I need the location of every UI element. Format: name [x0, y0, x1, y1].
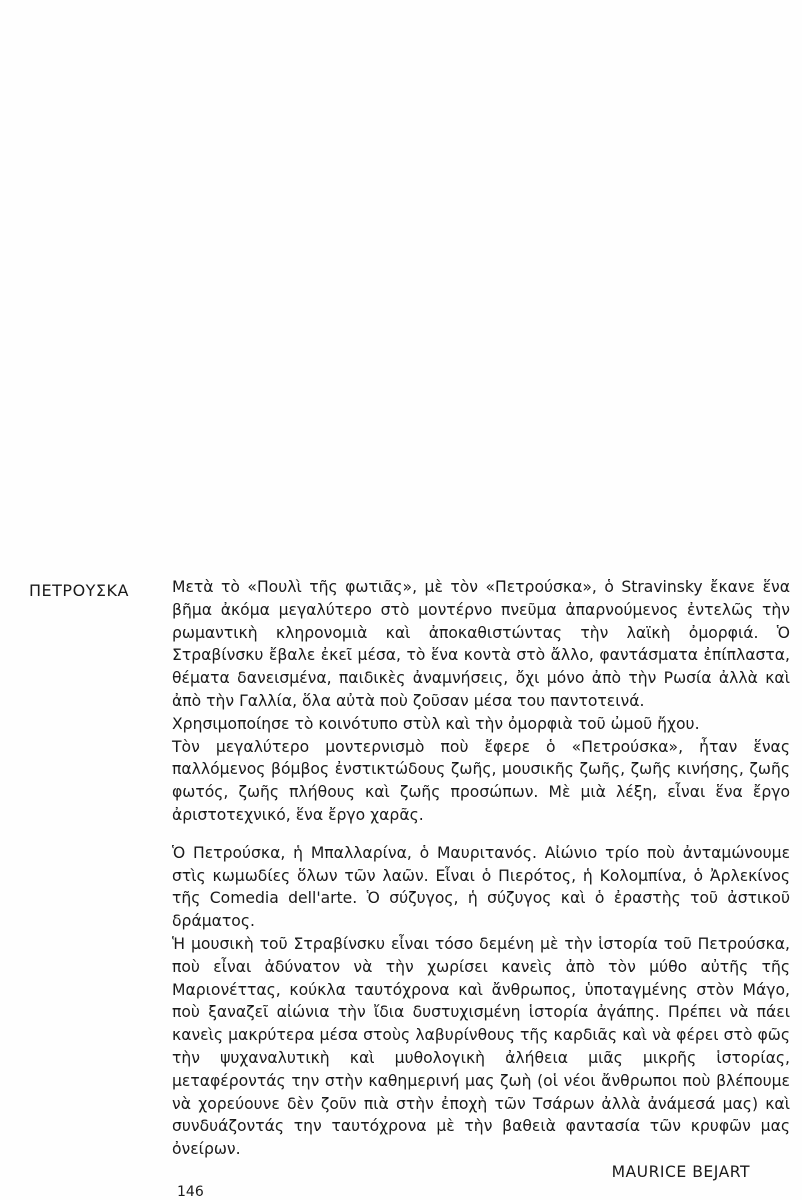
paragraph-modernism: Τὸν μεγαλύτερο μοντερνισμὸ ποὺ ἔφερε ὁ «Πετρούσκα», ἦταν ἕνας παλλόμενος βόμβος ἐνστικτώδους ζωῆς, μουσικῆς ζωῆς, ζωῆς κινήσης, ζωῆς φωτός, ζωῆς πλήθους καὶ ζωῆς προσώπων. Μὲ μιὰ λέξη, εἶναι ἕνα ἔργο ἀριστοτεχνικό, ἕνα ἔργο χαρᾶς. — [172, 737, 790, 824]
section-title: ΠΕΤΡΟΥΣΚΑ — [29, 581, 129, 600]
paragraph-style: Χρησιμοποίησε τὸ κοινότυπο στὺλ καὶ τὴν ὀμορφιὰ τοῦ ὠμοῦ ἤχου. — [172, 714, 700, 733]
author-signature: MAURICE BEJART — [611, 1162, 750, 1181]
paragraph-intro: Μετὰ τὸ «Πουλὶ τῆς φωτιᾶς», μὲ τὸν «Πετρούσκα», ὁ Stravinsky ἔκανε ἕνα βῆμα ἀκόμα μεγαλύτερο στὸ μοντέρνο πνεῦμα ἀπαρνούμενος ἐντελῶς τὴν ρωμαντικὴ κληρονομιὰ καὶ ἀποκαθιστώντας τὴν λαϊκὴ ὀμορφιά. Ὁ Στραβίνσκυ ἔβαλε ἐκεῖ μέσα, τὸ ἕνα κοντὰ στὸ ἄλλο, φαντάσματα ἐπίπλαστα, θέματα δανεισμένα, παιδικὲς ἀναμνήσεις, ὄχι μόνο ἀπὸ τὴν Ρωσία ἀλλὰ καὶ ἀπὸ τὴν Γαλλία, ὅλα αὐτὰ ποὺ ζοῦσαν μέσα του παντοτεινά. — [172, 578, 790, 710]
paragraph-music: Ἡ μουσικὴ τοῦ Στραβίνσκυ εἶναι τόσο δεμένη μὲ τὴν ἱστορία τοῦ Πετρούσκα, ποὺ εἶναι ἀδύνατον νὰ τὴν χωρίσει κανεὶς ἀπὸ τὸν μύθο αὐτῆς τῆς Μαριονέττας, κούκλα ταυτόχρονα καὶ ἄνθρωπος, ὑποταγμένης στὸν Μάγο, ποὺ ξαναζεῖ αἰώνια τὴν ἴδια δυστυχισμένη ἱστορία ἀγάπης. Πρέπει νὰ πάει κανεὶς μακρύτερα μέσα στοὺς λαβυρίνθους τῆς καρδιᾶς καὶ νὰ φέρει στὸ φῶς τὴν ψυχαναλυτικὴ καὶ μυθολογικὴ ἀλήθεια μιᾶς μικρῆς ἱστορίας, μεταφέροντάς την στὴν καθημερινή μας ζωὴ (οἱ νέοι ἄνθρωποι ποὺ βλέπουμε νὰ χορεύουνε δὲν ζοῦν πιὰ στὴν ἐποχὴ τῶν Τσάρων ἀλλὰ ἀνάμεσά μας) καὶ συνδυάζοντάς την ταυτόχρονα μὲ τὴν βαθειὰ φαντασία τῶν κρυφῶν μας ὀνείρων. — [172, 934, 790, 1159]
paragraph-trio: Ὁ Πετρούσκα, ἡ Μπαλλαρίνα, ὁ Μαυριτανός. Αἰώνιο τρίο ποὺ ἀνταμώνουμε στὶς κωμωδίες ὅλων τῶν λαῶν. Εἶναι ὁ Πιερότος, ἡ Κολομπίνα, ὁ Ἀρλεκίνος τῆς Comedia dell'arte. Ὁ σύζυγος, ἡ σύζυγος καὶ ὁ ἐραστὴς τοῦ ἀστικοῦ δράματος. — [172, 843, 790, 931]
article-body — [172, 576, 790, 1184]
page-number: 146 — [177, 1184, 204, 1200]
